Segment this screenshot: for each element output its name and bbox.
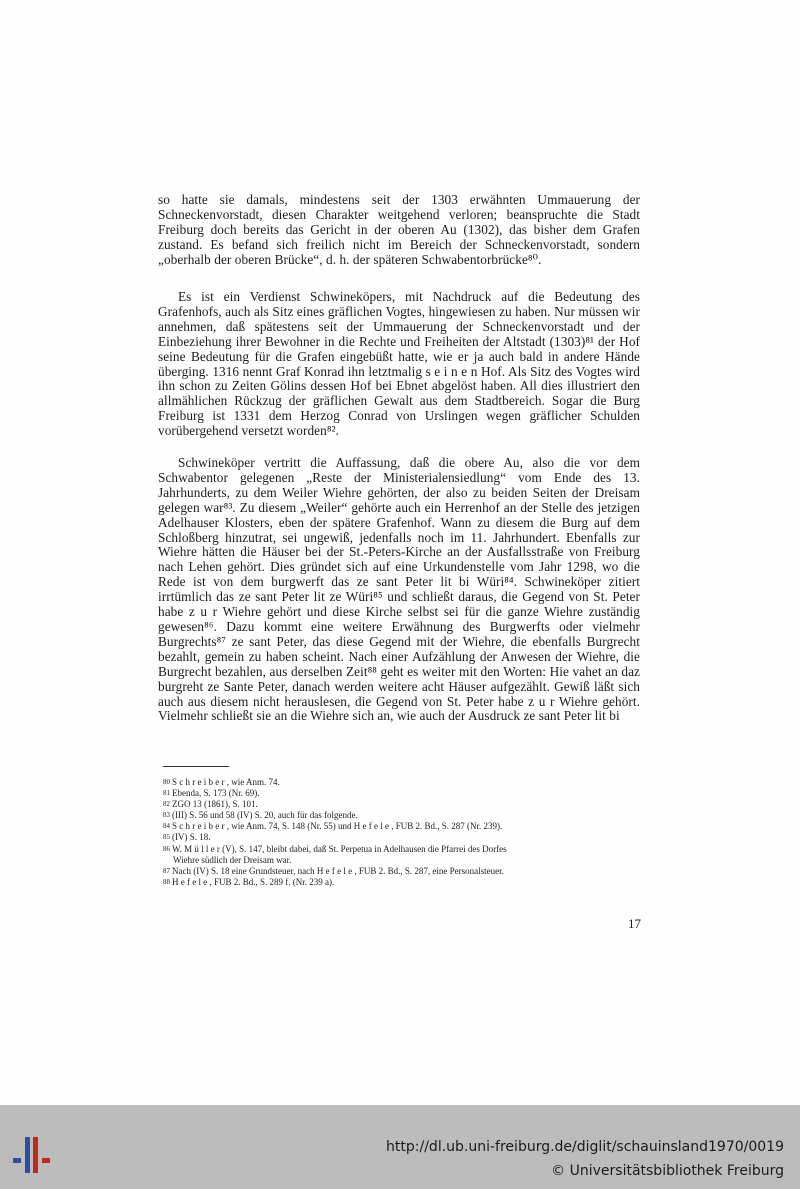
paragraph-3: Schwineköper vertritt die Auffassung, daß die obere Au, also die vor dem Schwabentor gelegenen „Reste der Ministerialensiedlung“ vom Ende des 13. Jahrhunderts, zu dem Weiler Wiehre gehörten, der also zu beiden Seiten der Dreisam gelegen war⁸³. Zu diesem „Weiler“ gehörte auch ein Herrenhof an der Stelle des jetzigen Adelhauser Klosters, eben der spätere Grafenhof. Wann zu diesem die Burg auf dem Schloßberg hinzutrat, sei ungewiß, jedenfalls noch im 11. Jahrhundert. Ebenfalls zur Wiehre hätten die Häuser bei der St.-Peters-Kirche an der Ausfallsstraße von Freiburg nach Lehen gehört. Dies gründet sich auf eine Urkundenstelle vom Jahr 1298, wo die Rede ist von dem burgwerft das ze sant Peter lit bi Würi⁸⁴. Schwineköper zitiert irrtümlich das ze sant Peter lit ze Würi⁸⁵ und schließt daraus, die Gegend von St. Peter habe z u r Wiehre gehört und diese Kirche selbst sei für die ganze Wiehre zuständig gewesen⁸⁶. Dazu kommt eine weitere Erwähnung des Burgwerfts oder vielmehr Burgrechts⁸⁷ ze sant Peter, das diese Gegend mit der Wiehre, die ebenfalls Burgrecht bezahlt, gemein zu haben scheint. Nach einer Aufzählung der Anwesen der Wiehre, die Burgrecht bezahlen, aus derselben Zeit⁸⁸ geht es weiter mit den Worten: Hie vahet an daz burgreht ze Sante Peter, danach werden weitere acht Häuser aufgezählt. Gewiß läßt sich auch aus diesem nicht herauslesen, die Gegend von St. Peter habe z u r Wiehre gehört. Vielmehr schließt sie an die Wiehre sich an, wie auch der Ausdruck ze sant Peter lit bi	[158, 455, 640, 724]
footnote-82: 82 ZGO 13 (1861), S. 101.	[163, 799, 258, 810]
footnote-87: 87 Nach (IV) S. 18 eine Grundsteuer, nach H e f e l e , FUB 2. Bd., S. 287, eine Personalsteuer.	[163, 865, 504, 876]
footnote-85: 85 (IV) S. 18.	[163, 832, 211, 843]
footnote-80: 80 S c h r e i b e r , wie Anm. 74.	[163, 777, 280, 787]
footnotes	[163, 777, 645, 888]
footnote-84: 84 S c h r e i b e r , wie Anm. 74, S. 148 (Nr. 55) und H e f e l e , FUB 2. Bd., S. 287 (Nr. 239).	[163, 821, 503, 832]
footnote-81: 81 Ebenda, S. 173 (Nr. 69).	[163, 788, 260, 799]
page-number: 17	[628, 916, 641, 931]
paragraph-2: Es ist ein Verdienst Schwineköpers, mit Nachdruck auf die Bedeutung des Grafenhofs, auch als Sitz eines gräflichen Vogtes, hingewiesen zu haben. Nur müssen wir annehmen, daß spätestens seit der Ummauerung der Schneckenvorstadt und der Einbeziehung ihrer Bewohner in die Rechte und Freiheiten der Altstadt (1303)⁸¹ der Hof seine Bedeutung für die Grafen eingebüßt hatte, wie er ja auch bald in andere Hände überging. 1316 nennt Graf Konrad ihn letztmalig s e i n e n Hof. Als Sitz des Vogtes wird ihn schon zu Zeiten Gölins dessen Hof bei Ebnet abgelöst haben. All dies illustriert den allmählichen Rückzug der gräflichen Gewalt aus dem Stadtbereich. Sogar die Burg Freiburg ist 1331 dem Herzog Conrad von Urslingen wegen gräflicher Schulden vorübergehend versetzt worden⁸².	[158, 289, 640, 439]
copyright-notice: © Universitätsbibliothek Freiburg	[551, 1163, 784, 1179]
footnote-83: 83 (III) S. 56 und 58 (IV) S. 20, auch für das folgende.	[163, 810, 358, 821]
paragraph-1: so hatte sie damals, mindestens seit der 1303 erwähnten Ummauerung der Schneckenvorstadt, diesen Charakter weitgehend verloren; beanspruchte die Stadt Freiburg doch bereits das Gericht in der oberen Au (1302), das bisher dem Grafen zustand. Es befand sich freilich nicht im Bereich der Schneckenvorstadt, sondern „oberhalb der oberen Brücke“, d. h. der späteren Schwabentorbrücke⁸⁰.	[158, 192, 640, 267]
ub-freiburg-logo-icon	[10, 1133, 52, 1177]
permalink-url[interactable]: http://dl.ub.uni-freiburg.de/diglit/schauinsland1970/0019	[386, 1139, 784, 1155]
footnote-divider	[163, 766, 229, 767]
footnote-86: 86 W. M ü l l e r (V), S. 147, bleibt dabei, daß St. Perpetua in Adelhausen die Pfarrei des Dorfes Wiehre südlich der Dreisam war.	[163, 843, 507, 865]
footnote-88: 88 H e f e l e , FUB 2. Bd., S. 289 f. (Nr. 239 a).	[163, 876, 335, 887]
